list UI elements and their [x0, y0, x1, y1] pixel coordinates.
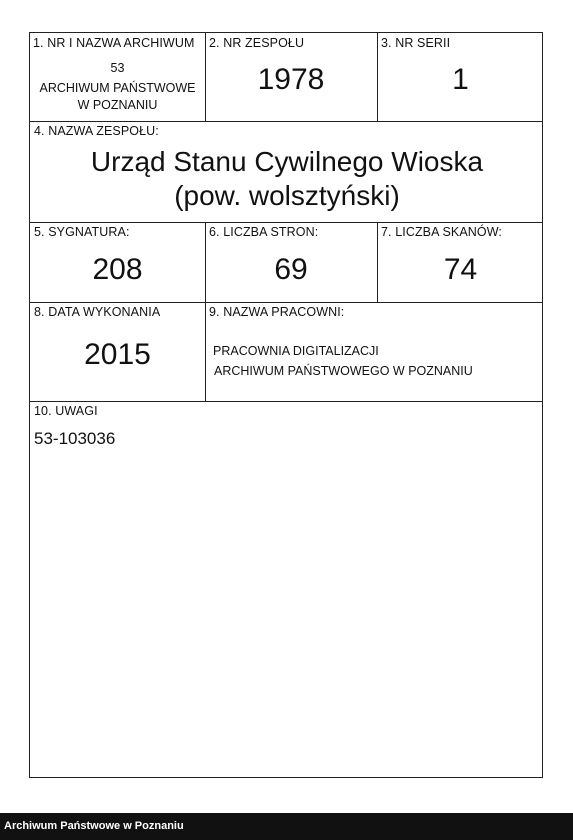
footer-text: Archiwum Państwowe w Poznaniu — [4, 820, 184, 832]
fonds-name-cell — [30, 121, 544, 222]
workshop-name-line2: ARCHIWUM PAŃSTWOWEGO W POZNANIU — [214, 364, 473, 378]
notes-value: 53-103036 — [34, 429, 116, 448]
archive-name-line2: W POZNANIU — [77, 98, 158, 112]
archive-name-line1: ARCHIWUM PAŃSTWOWE — [39, 81, 196, 95]
scan-count-label: 7. LICZBA SKANÓW: — [381, 225, 502, 239]
series-number-label: 3. NR SERII — [381, 36, 451, 50]
fonds-number-label: 2. NR ZESPOŁU — [209, 36, 305, 50]
signature-value: 208 — [92, 253, 143, 286]
archive-label: 1. NR I NAZWA ARCHIWUM — [33, 36, 195, 50]
page-count-value: 69 — [274, 253, 308, 286]
series-number-value: 1 — [452, 63, 469, 96]
footer-bar — [0, 813, 573, 840]
fonds-number-value: 1978 — [257, 63, 325, 96]
fonds-number-cell — [205, 33, 377, 121]
notes-label: 10. UWAGI — [34, 404, 98, 418]
signature-cell — [30, 222, 205, 302]
fonds-name-line2: (pow. wolsztyński) — [174, 180, 400, 211]
notes-cell — [30, 401, 544, 777]
workshop-label: 9. NAZWA PRACOWNI: — [209, 305, 345, 319]
series-number-cell — [377, 33, 544, 121]
workshop-name-line1: PRACOWNIA DIGITALIZACJI — [213, 344, 379, 358]
page-count-cell — [205, 222, 377, 302]
workshop-cell — [205, 302, 544, 401]
page-count-label: 6. LICZBA STRON: — [209, 225, 319, 239]
date-label: 8. DATA WYKONANIA — [34, 305, 161, 319]
fonds-name-label: 4. NAZWA ZESPOŁU: — [34, 124, 159, 138]
date-cell — [30, 302, 205, 401]
date-value: 2015 — [84, 338, 151, 371]
signature-label: 5. SYGNATURA: — [34, 225, 130, 239]
archive-number: 53 — [110, 61, 125, 75]
scan-count-cell — [377, 222, 544, 302]
archive-cell — [30, 33, 205, 121]
metadata-card — [29, 32, 543, 778]
fonds-name-line1: Urząd Stanu Cywilnego Wioska — [90, 146, 484, 177]
scan-count-value: 74 — [443, 253, 478, 286]
